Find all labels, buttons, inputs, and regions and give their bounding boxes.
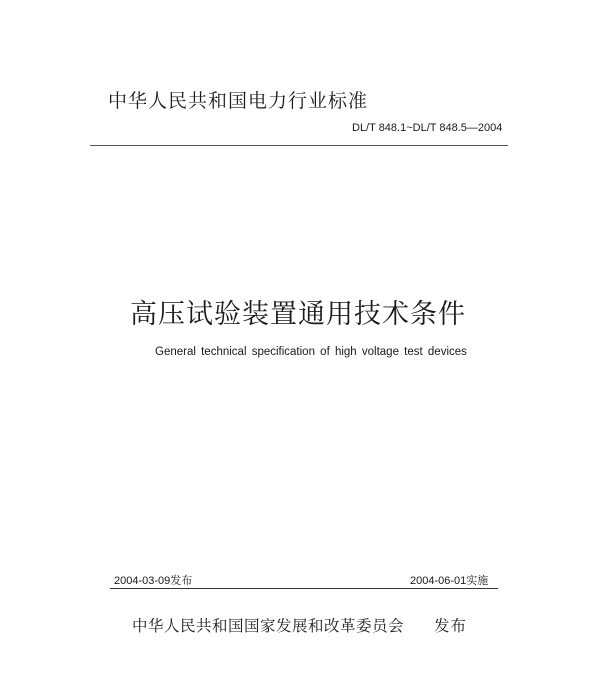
issue-date: 2004-03-09发布 [114, 575, 193, 587]
main-title-chinese: 高压试验装置通用技术条件 [130, 299, 466, 330]
header-divider [90, 145, 508, 146]
footer-divider [110, 588, 498, 589]
main-title-english: General technical specification of high voltage test devices [155, 346, 467, 358]
organization-standard-title: 中华人民共和国电力行业标准 [108, 90, 369, 112]
standard-code: DL/T 848.1~DL/T 848.5—2004 [352, 122, 503, 134]
issuing-authority: 中华人民共和国国家发展和改革委员会 [132, 617, 405, 635]
publish-label: 发布 [434, 617, 468, 635]
implementation-date: 2004-06-01实施 [410, 575, 489, 587]
